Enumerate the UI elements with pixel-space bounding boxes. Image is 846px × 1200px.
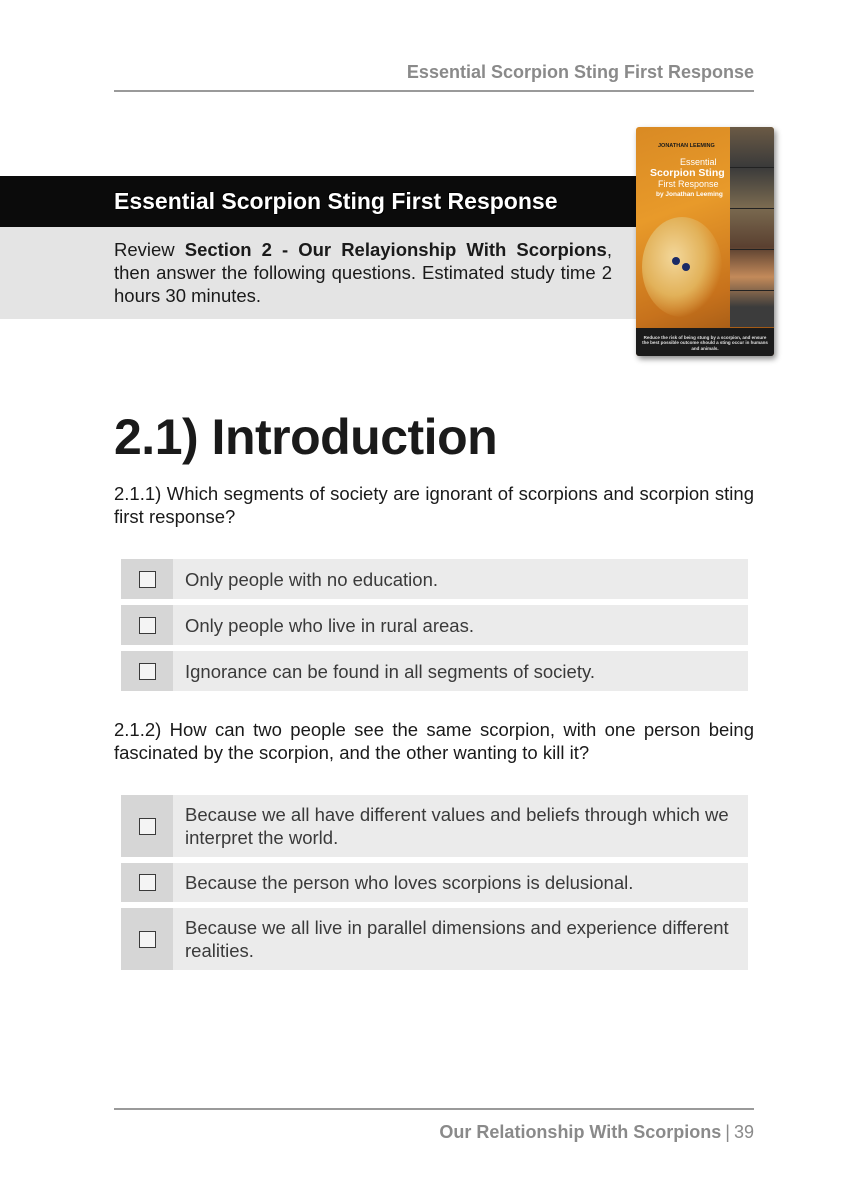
cover-title-line2: Scorpion Sting (650, 167, 725, 179)
checkbox-cell (121, 795, 173, 857)
checkbox-cell (121, 651, 173, 691)
checkbox-cell (121, 863, 173, 902)
banner-title: Essential Scorpion Sting First Response (114, 188, 558, 214)
cover-title-line3: First Response (658, 179, 719, 189)
question-text: 2.1.1) Which segments of society are ignorant of scorpions and scorpion sting first response? (114, 483, 754, 527)
answer-list (121, 795, 748, 976)
page-footer (114, 1122, 754, 1143)
answer-label: Because we all live in parallel dimensions and experience different realities. (185, 917, 729, 961)
checkbox[interactable] (139, 818, 156, 835)
review-instructions (114, 238, 612, 307)
answer-label: Because the person who loves scorpions is delusional. (185, 872, 634, 893)
page-number: 39 (733, 1122, 754, 1142)
checkbox-cell (121, 908, 173, 970)
cover-tagline: Reduce the risk of being stung by a scorpion, and ensure the best possible outcome should a sting occur in humans and animals. (642, 334, 768, 351)
footer-chapter-title: Our Relationship With Scorpions (439, 1122, 722, 1142)
cover-scorpion-eye (682, 263, 690, 271)
review-section-link: Section 2 - Our Relayionship With Scorpions (184, 239, 607, 260)
answer-list (121, 559, 748, 697)
header-rule (114, 90, 754, 92)
cover-publisher: JONATHAN LEEMING (658, 143, 715, 149)
answer-label: Ignorance can be found in all segments of society. (185, 661, 595, 682)
question-text: 2.1.2) How can two people see the same scorpion, with one person being fascinated by the scorpion, and the other wanting to kill it? (114, 719, 754, 763)
answer-option[interactable] (121, 651, 748, 691)
answer-option[interactable] (121, 908, 748, 970)
answer-option[interactable] (121, 863, 748, 902)
section-heading: 2.1) Introduction (114, 409, 498, 465)
review-prefix: Review (114, 239, 185, 260)
cover-author: by Jonathan Leeming (656, 191, 723, 198)
answer-option[interactable] (121, 559, 748, 599)
cover-scorpion-eye (672, 257, 680, 265)
checkbox[interactable] (139, 663, 156, 680)
cover-title-line1: Essential (680, 157, 717, 167)
checkbox[interactable] (139, 874, 156, 891)
checkbox[interactable] (139, 617, 156, 634)
answer-label: Because we all have different values and beliefs through which we interpret the world. (185, 804, 729, 848)
answer-option[interactable] (121, 605, 748, 645)
review-suffix: , then answer the following questions. Estimated study time 2 hours 30 minutes. (114, 239, 612, 306)
checkbox-cell (121, 605, 173, 645)
checkbox[interactable] (139, 571, 156, 588)
answer-label: Only people who live in rural areas. (185, 615, 474, 636)
footer-separator: | (725, 1122, 730, 1142)
checkbox[interactable] (139, 931, 156, 948)
cover-photo-strip (730, 127, 774, 327)
footer-rule (114, 1108, 754, 1110)
running-header: Essential Scorpion Sting First Response (406, 62, 754, 82)
answer-option[interactable] (121, 795, 748, 857)
checkbox-cell (121, 559, 173, 599)
answer-label: Only people with no education. (185, 569, 439, 590)
book-cover-image (636, 127, 774, 356)
